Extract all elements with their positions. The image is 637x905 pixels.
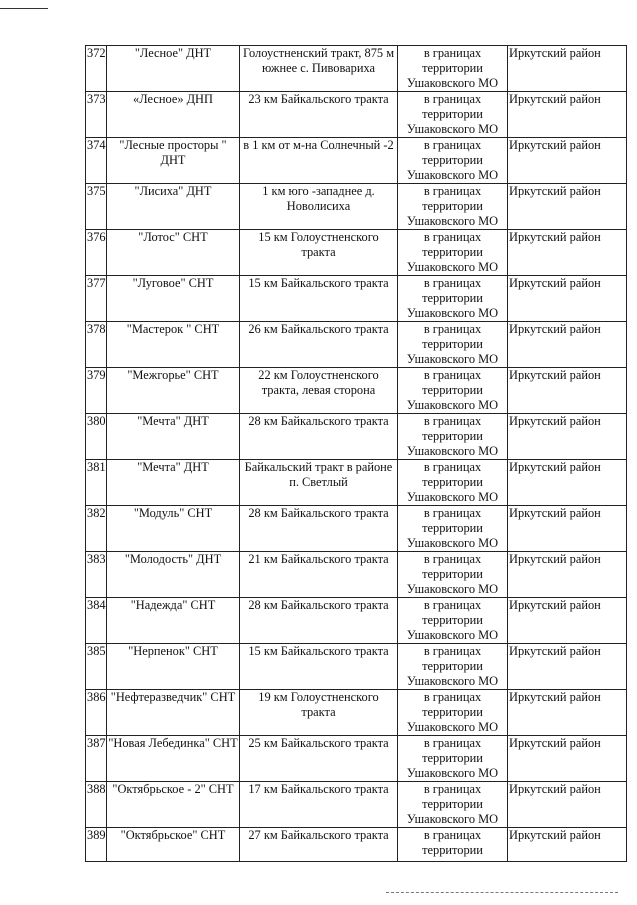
district: Иркутский район	[508, 230, 627, 276]
boundary: в границах территории Ушаковского МО	[398, 276, 508, 322]
row-number: 375	[86, 184, 107, 230]
row-number: 382	[86, 506, 107, 552]
table-row	[86, 598, 627, 644]
table-row	[86, 368, 627, 414]
table-row	[86, 506, 627, 552]
table-row	[86, 46, 627, 92]
boundary: в границах территории Ушаковского МО	[398, 736, 508, 782]
organization-name: "Модуль" СНТ	[107, 506, 240, 552]
table-row	[86, 828, 627, 862]
district: Иркутский район	[508, 184, 627, 230]
organizations-table	[85, 45, 627, 862]
location: 28 км Байкальского тракта	[240, 598, 398, 644]
location: 21 км Байкальского тракта	[240, 552, 398, 598]
location: 15 км Байкальского тракта	[240, 276, 398, 322]
location: 28 км Байкальского тракта	[240, 506, 398, 552]
row-number: 378	[86, 322, 107, 368]
location: Голоустненский тракт, 875 м южнее с. Пивовариха	[240, 46, 398, 92]
organization-name: "Нефтеразведчик" СНТ	[107, 690, 240, 736]
boundary: в границах территории	[398, 828, 508, 862]
organization-name: "Мастерок " СНТ	[107, 322, 240, 368]
boundary: в границах территории Ушаковского МО	[398, 598, 508, 644]
organization-name: "Лотос" СНТ	[107, 230, 240, 276]
row-number: 387	[86, 736, 107, 782]
organization-name: "Лисиха" ДНТ	[107, 184, 240, 230]
row-number: 384	[86, 598, 107, 644]
boundary: в границах территории Ушаковского МО	[398, 690, 508, 736]
district: Иркутский район	[508, 598, 627, 644]
table-row	[86, 736, 627, 782]
district: Иркутский район	[508, 322, 627, 368]
boundary: в границах территории Ушаковского МО	[398, 368, 508, 414]
row-number: 380	[86, 414, 107, 460]
bottom-dashed-line	[386, 892, 618, 893]
organization-name: "Мечта" ДНТ	[107, 460, 240, 506]
table-row	[86, 138, 627, 184]
district: Иркутский район	[508, 552, 627, 598]
location: 17 км Байкальского тракта	[240, 782, 398, 828]
organization-name: "Надежда" СНТ	[107, 598, 240, 644]
organization-name: "Мечта" ДНТ	[107, 414, 240, 460]
boundary: в границах территории Ушаковского МО	[398, 138, 508, 184]
location: 15 км Байкальского тракта	[240, 644, 398, 690]
location: 28 км Байкальского тракта	[240, 414, 398, 460]
district: Иркутский район	[508, 46, 627, 92]
table-row	[86, 552, 627, 598]
table-row	[86, 276, 627, 322]
table-row	[86, 322, 627, 368]
organization-name: "Лесные просторы " ДНТ	[107, 138, 240, 184]
location: Байкальский тракт в районе п. Светлый	[240, 460, 398, 506]
row-number: 376	[86, 230, 107, 276]
table-row	[86, 782, 627, 828]
district: Иркутский район	[508, 460, 627, 506]
boundary: в границах территории Ушаковского МО	[398, 230, 508, 276]
row-number: 389	[86, 828, 107, 862]
boundary: в границах территории Ушаковского МО	[398, 184, 508, 230]
table-row	[86, 92, 627, 138]
location: 25 км Байкальского тракта	[240, 736, 398, 782]
row-number: 374	[86, 138, 107, 184]
district: Иркутский район	[508, 138, 627, 184]
boundary: в границах территории Ушаковского МО	[398, 506, 508, 552]
district: Иркутский район	[508, 92, 627, 138]
location: 22 км Голоустненского тракта, левая сторона	[240, 368, 398, 414]
boundary: в границах территории Ушаковского МО	[398, 322, 508, 368]
row-number: 372	[86, 46, 107, 92]
district: Иркутский район	[508, 368, 627, 414]
organization-name: "Молодость" ДНТ	[107, 552, 240, 598]
boundary: в границах территории Ушаковского МО	[398, 644, 508, 690]
table-row	[86, 644, 627, 690]
district: Иркутский район	[508, 644, 627, 690]
boundary: в границах территории Ушаковского МО	[398, 460, 508, 506]
location: 23 км Байкальского тракта	[240, 92, 398, 138]
organization-name: "Лесное" ДНТ	[107, 46, 240, 92]
district: Иркутский район	[508, 828, 627, 862]
row-number: 379	[86, 368, 107, 414]
table-body	[86, 46, 627, 862]
district: Иркутский район	[508, 276, 627, 322]
top-edge-line	[0, 8, 48, 9]
location: в 1 км от м-на Солнечный -2	[240, 138, 398, 184]
boundary: в границах территории Ушаковского МО	[398, 782, 508, 828]
row-number: 381	[86, 460, 107, 506]
table-row	[86, 690, 627, 736]
organization-name: "Новая Лебединка" СНТ	[107, 736, 240, 782]
row-number: 373	[86, 92, 107, 138]
district: Иркутский район	[508, 690, 627, 736]
location: 26 км Байкальского тракта	[240, 322, 398, 368]
boundary: в границах территории Ушаковского МО	[398, 414, 508, 460]
location: 19 км Голоустненского тракта	[240, 690, 398, 736]
organization-name: "Межгорье" СНТ	[107, 368, 240, 414]
table-row	[86, 460, 627, 506]
district: Иркутский район	[508, 506, 627, 552]
table-row	[86, 184, 627, 230]
row-number: 386	[86, 690, 107, 736]
row-number: 385	[86, 644, 107, 690]
district: Иркутский район	[508, 736, 627, 782]
organization-name: "Октябрьское" СНТ	[107, 828, 240, 862]
organization-name: «Лесное» ДНП	[107, 92, 240, 138]
table-row	[86, 230, 627, 276]
location: 27 км Байкальского тракта	[240, 828, 398, 862]
boundary: в границах территории Ушаковского МО	[398, 552, 508, 598]
table-row	[86, 414, 627, 460]
location: 15 км Голоустненского тракта	[240, 230, 398, 276]
organization-name: "Луговое" СНТ	[107, 276, 240, 322]
organization-name: "Нерпенок" СНТ	[107, 644, 240, 690]
district: Иркутский район	[508, 782, 627, 828]
location: 1 км юго -западнее д. Новолисиха	[240, 184, 398, 230]
boundary: в границах территории Ушаковского МО	[398, 92, 508, 138]
row-number: 388	[86, 782, 107, 828]
row-number: 383	[86, 552, 107, 598]
district: Иркутский район	[508, 414, 627, 460]
organization-name: "Октябрьское - 2" СНТ	[107, 782, 240, 828]
boundary: в границах территории Ушаковского МО	[398, 46, 508, 92]
row-number: 377	[86, 276, 107, 322]
